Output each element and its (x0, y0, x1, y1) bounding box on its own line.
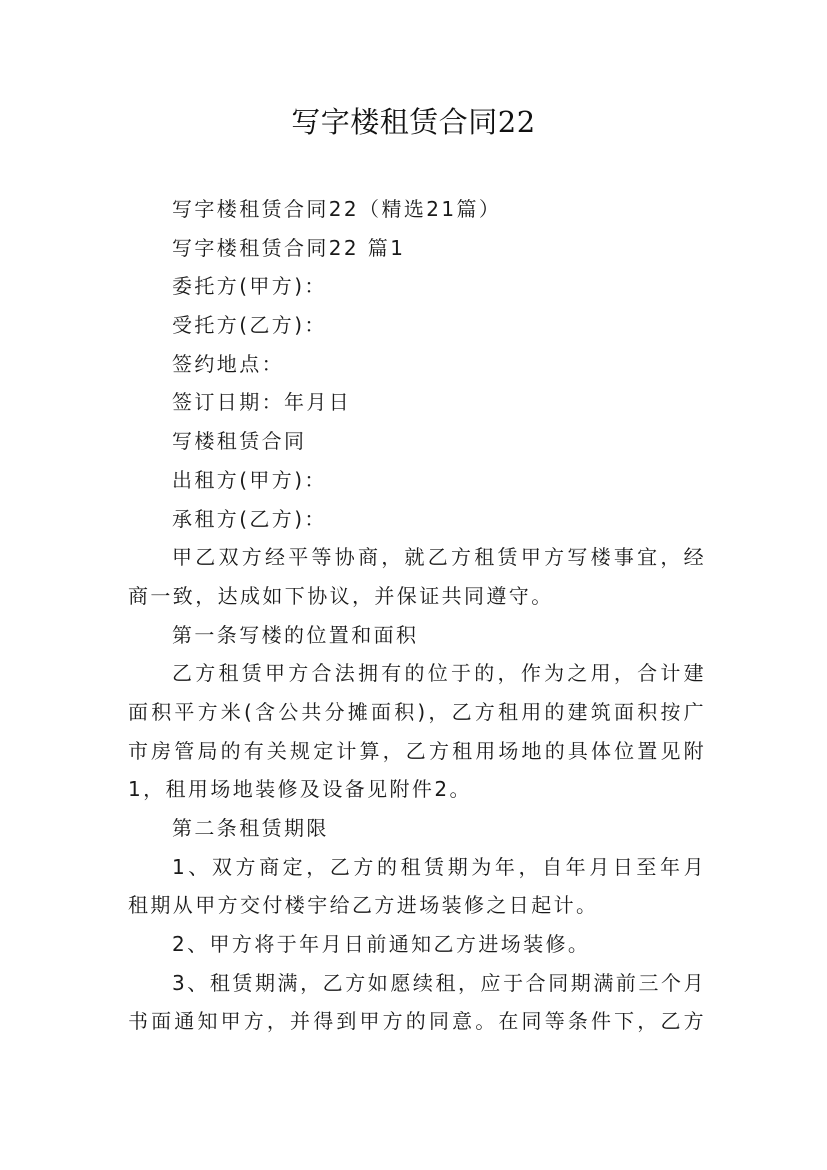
paragraph-line: 租期从甲方交付楼宇给乙方进场装修之日起计。 (128, 893, 599, 918)
paragraph-line: 写楼租赁合同 (172, 429, 307, 454)
section-heading: 第二条租赁期限 (172, 816, 329, 840)
section-heading: 第一条写楼的位置和面积 (172, 622, 419, 647)
paragraph-line: 受托方(乙方)： (172, 313, 327, 338)
paragraph-line: 委托方(甲方)： (172, 274, 327, 299)
paragraph-line: 1、双方商定，乙方的租赁期为年，自年月日至年月 (172, 854, 706, 879)
paragraph-line: 面积平方米(含公共分摊面积)，乙方租用的建筑面积按广 (128, 699, 706, 724)
paragraph-line: 写字楼租赁合同22（精选21篇） (172, 197, 502, 221)
paragraph-line: 承租方(乙方)： (172, 506, 327, 531)
paragraph-line: 出租方(甲方)： (172, 467, 327, 492)
paragraph-line: 签约地点： (172, 351, 284, 376)
document-body (128, 190, 706, 1041)
paragraph-line: 2、甲方将于年月日前通知乙方进场装修。 (172, 932, 591, 957)
paragraph-line: 甲乙双方经平等协商，就乙方租赁甲方写楼事宜，经 (172, 545, 706, 570)
paragraph-line: 商一致，达成如下协议，并保证共同遵守。 (128, 583, 554, 608)
paragraph-line: 市房管局的有关规定计算，乙方租用场地的具体位置见附 (128, 738, 706, 763)
paragraph-line: 乙方租赁甲方合法拥有的位于的，作为之用，合计建 (172, 661, 706, 686)
paragraph-line: 3、租赁期满，乙方如愿续租，应于合同期满前三个月 (172, 970, 706, 995)
paragraph-line: 书面通知甲方，并得到甲方的同意。在同等条件下，乙方 (128, 1009, 706, 1034)
paragraph-line: 1，租用场地装修及设备见附件2。 (128, 777, 472, 802)
paragraph-line: 写字楼租赁合同22 篇1 (172, 235, 406, 260)
document-title: 写字楼租赁合同22 (291, 105, 536, 139)
paragraph-line: 签订日期：年月日 (172, 390, 352, 415)
